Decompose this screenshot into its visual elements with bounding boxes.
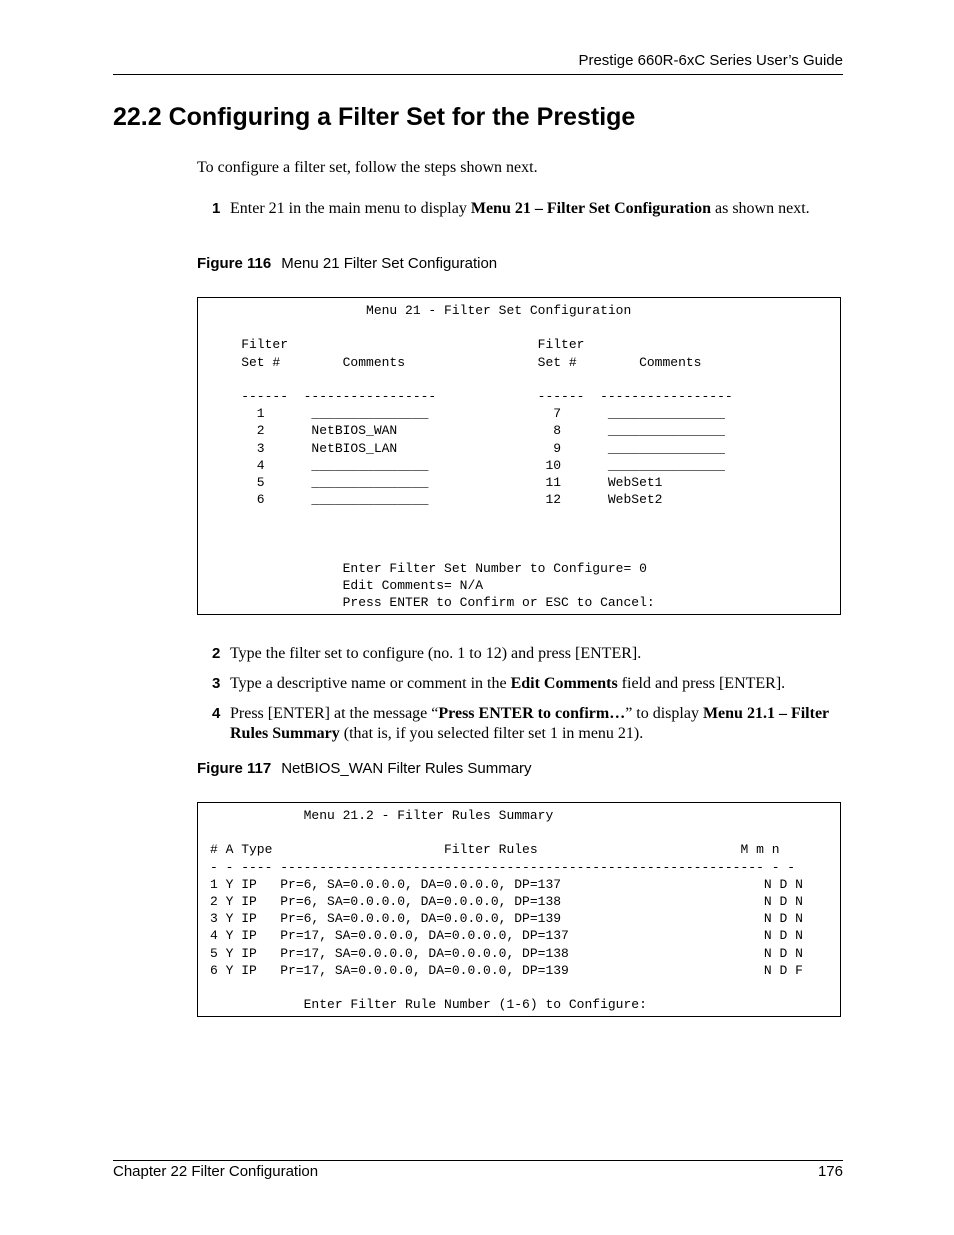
- step-2: [212, 644, 842, 664]
- step-text: [230, 644, 842, 664]
- step-text: [230, 704, 842, 744]
- step-4: [212, 704, 842, 744]
- figure-title: Menu 21 Filter Set Configuration: [281, 255, 498, 272]
- step-text-run: (that is, if you selected filter set 1 in menu 21).: [339, 725, 644, 742]
- step-text-run: Press [ENTER] at the message “: [230, 705, 439, 722]
- terminal-text: Menu 21 - Filter Set Configuration Filter Filter Set # Comments Set # Comments ------ ----------------- ------ ----------------- 1 _______________ 7 _______________ 2 NetBIOS_WAN 8 _______________ 3 NetBIOS_LAN 9 _______________ 4 _______________ 10 _______________ 5 _______________ 11 WebSet1 6 _______________ 12 WebSet2 Enter Filter Set Number to Configure= 0 Edit Comments= N/A Press ENTER to Confirm or ESC to Cancel:: [241, 303, 733, 611]
- step-3: [212, 674, 842, 694]
- page-number: 176: [817, 1163, 843, 1180]
- figure-116-caption: [197, 255, 497, 272]
- section-title: 22.2 Configuring a Filter Set for the Prestige: [113, 103, 636, 131]
- step-text: [230, 674, 842, 694]
- figure-117-caption: [197, 760, 532, 777]
- step-number: 3: [212, 675, 221, 692]
- step-number: 1: [212, 200, 221, 217]
- step-text-bold: Menu 21 – Filter Set Configuration: [470, 200, 711, 217]
- step-text-bold: Press ENTER to confirm…: [438, 705, 626, 722]
- step-text-bold: Edit Comments: [510, 675, 618, 692]
- step-text-run: as shown next.: [710, 200, 810, 217]
- step-text: [230, 199, 842, 219]
- step-text-run: Type a descriptive name or comment in the: [230, 675, 511, 692]
- menu-21-screen: [197, 297, 841, 615]
- terminal-text: Menu 21.2 - Filter Rules Summary # A Type Filter Rules M m n - - ---- -------------------------------------------------------------- - - 1 Y IP Pr=6, SA=0.0.0.0, DA=0.0.0.0, DP=137 N D N 2 Y IP Pr=6, SA=0.0.0.0, DA=0.0.0.0, DP=138 N D N 3 Y IP Pr=6, SA=0.0.0.0, DA=0.0.0.0, DP=139 N D N 4 Y IP Pr=17, SA=0.0.0.0, DA=0.0.0.0, DP=137 N D N 5 Y IP Pr=17, SA=0.0.0.0, DA=0.0.0.0, DP=138 N D N 6 Y IP Pr=17, SA=0.0.0.0, DA=0.0.0.0, DP=139 N D F Enter Filter Rule Number (1-6) to Configure:: [210, 808, 803, 1013]
- step-number: 2: [212, 645, 221, 662]
- step-text-run: ” to display: [625, 705, 703, 722]
- page-header: [113, 52, 843, 75]
- intro-paragraph: To configure a filter set, follow the steps shown next.: [197, 159, 538, 176]
- figure-label: Figure 117: [197, 760, 272, 777]
- step-text-bold: Menu 21.1 – Filter Rules Summary: [230, 705, 829, 742]
- figure-label: Figure 116: [197, 255, 272, 272]
- guide-title: Prestige 660R-6xC Series User’s Guide: [578, 52, 843, 69]
- step-1: [212, 199, 842, 219]
- step-number: 4: [212, 705, 221, 722]
- step-text-run: Enter 21 in the main menu to display: [230, 200, 471, 217]
- footer-chapter: Chapter 22 Filter Configuration: [113, 1163, 319, 1180]
- step-text-run: field and press [ENTER].: [617, 675, 786, 692]
- step-text-run: Type the filter set to configure (no. 1 to 12) and press [ENTER].: [230, 645, 642, 662]
- menu-21-2-screen: [197, 802, 841, 1017]
- figure-title: NetBIOS_WAN Filter Rules Summary: [281, 760, 532, 777]
- page-footer: [113, 1160, 843, 1183]
